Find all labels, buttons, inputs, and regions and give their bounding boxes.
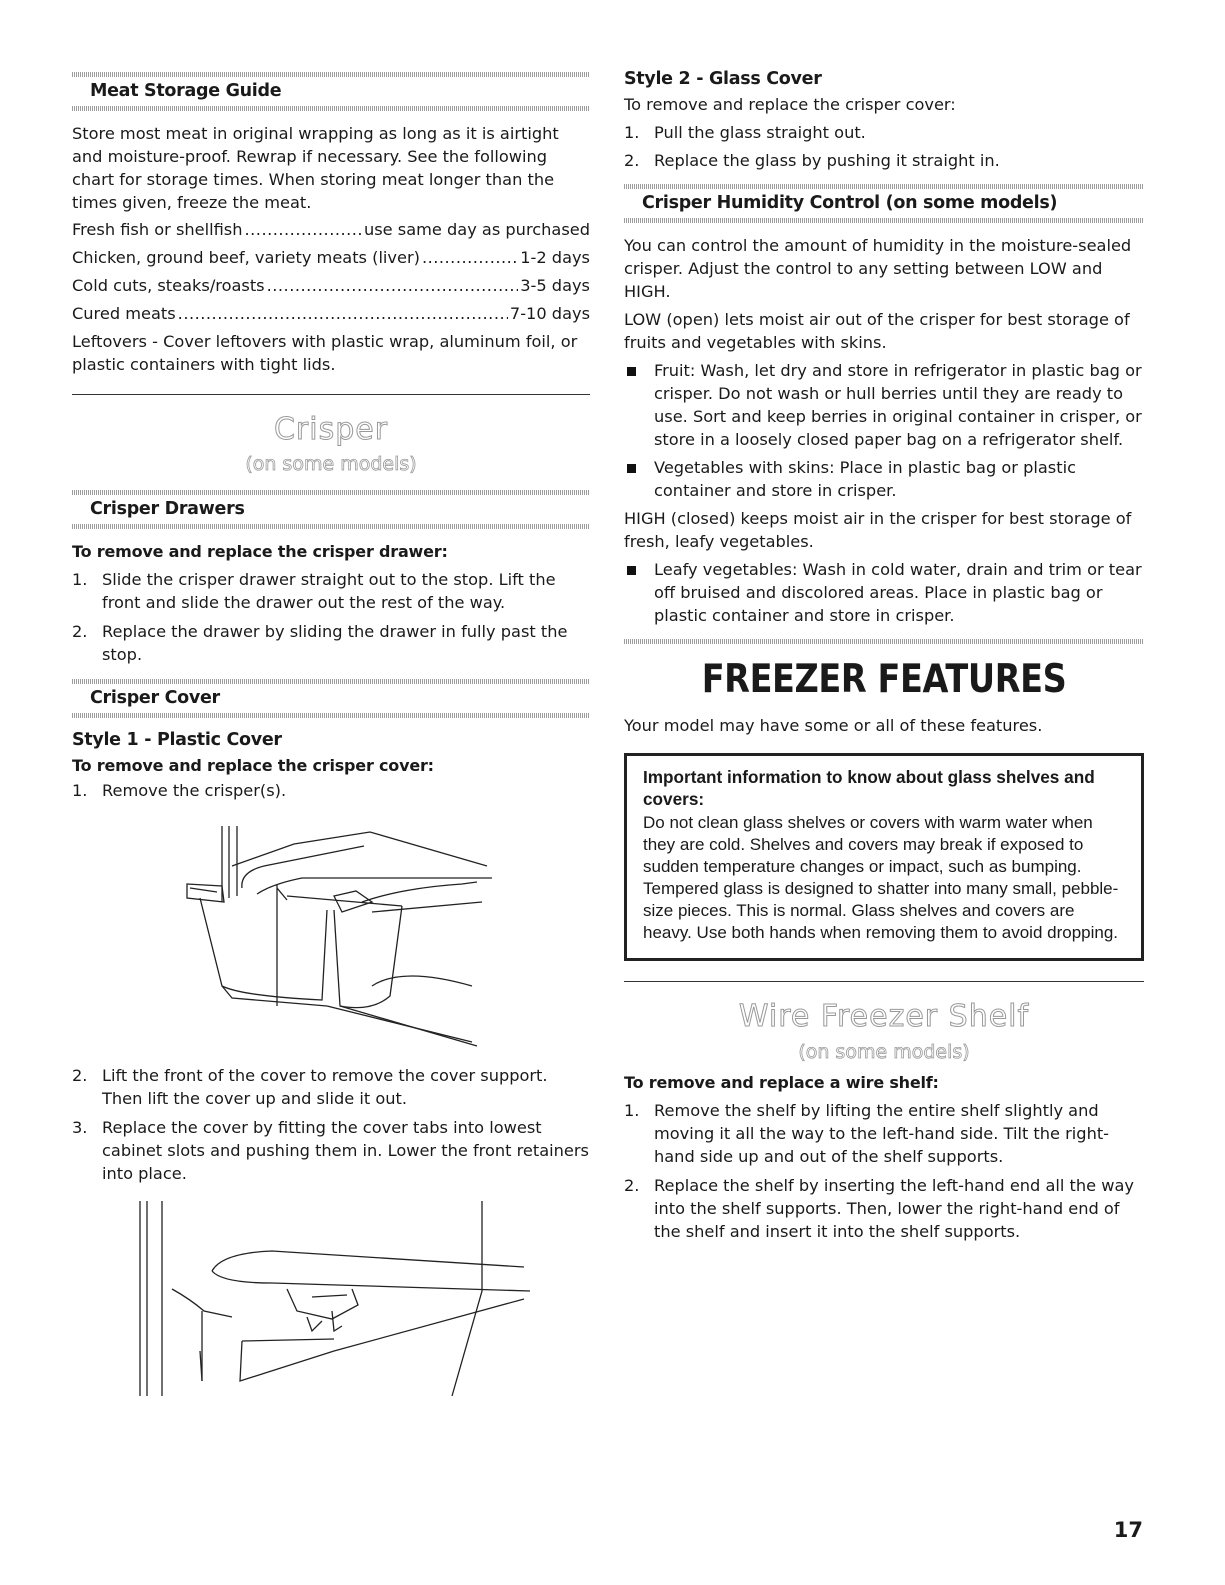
warning-title: Important information to know about glass shelves and covers: <box>643 767 1095 810</box>
step-text: Remove the crisper(s). <box>102 781 287 801</box>
step-number: 1. <box>624 1100 640 1120</box>
chart-time: use same day as purchased <box>363 219 590 239</box>
humidity-intro: You can control the amount of humidity in the moisture-sealed crisper. Adjust the control to any setting between LOW and HIGH. <box>624 235 1132 301</box>
style2-title: Style 2 - Glass Cover <box>624 69 822 89</box>
chart-row <box>72 274 590 297</box>
section-band <box>72 490 590 495</box>
high-bullets <box>624 558 1144 627</box>
low-bullets <box>624 359 1144 502</box>
step-number: 2. <box>624 150 640 170</box>
step-item <box>624 149 1144 172</box>
style1-step1 <box>72 779 590 802</box>
style2-intro: To remove and replace the crisper cover: <box>624 94 956 114</box>
crisper-drawer-instruction: To remove and replace the crisper drawer: <box>72 542 448 562</box>
section-band <box>72 524 590 529</box>
bullet-item: Vegetables with skins: Place in plastic bag or plastic container and store in crisper. <box>624 456 1144 502</box>
step-item <box>72 1064 590 1110</box>
step-item <box>72 568 590 614</box>
wire-shelf-subtitle: (on some models) <box>798 1040 970 1063</box>
step-number: 1. <box>72 781 88 801</box>
step-text: Pull the glass straight out. <box>654 122 866 142</box>
step-item <box>624 1099 1144 1168</box>
step-number: 1. <box>624 122 640 142</box>
humidity-heading: Crisper Humidity Control (on some models) <box>642 192 1058 213</box>
section-band <box>624 639 1144 644</box>
section-band <box>624 184 1144 189</box>
meat-storage-intro: Store most meat in original wrapping as long as it is airtight and moisture-proof. Rewrap if necessary. See the following chart for storage times. When storing meat longer than the times given, freeze the meat. <box>72 123 559 212</box>
crisper-subtitle: (on some models) <box>245 453 417 476</box>
glass-warning-box <box>624 753 1144 961</box>
step-number: 2. <box>72 621 88 641</box>
bullet-item: Leafy vegetables: Wash in cold water, drain and trim or tear off bruised and discolored areas. Place in plastic bag or plastic container and store in crisper. <box>624 558 1144 627</box>
humidity-low: LOW (open) lets moist air out of the crisper for best storage of fruits and vegetables with skins. <box>624 309 1130 352</box>
wire-shelf-title: Wire Freezer Shelf <box>738 999 1030 1035</box>
crisper-drawers-heading: Crisper Drawers <box>90 499 245 520</box>
storage-chart <box>72 218 590 325</box>
style1-instruction: To remove and replace the crisper cover: <box>72 755 434 775</box>
chart-row <box>72 218 590 241</box>
chart-time: 3-5 days <box>520 275 590 295</box>
section-band <box>72 72 590 77</box>
freezer-intro: Your model may have some or all of these features. <box>624 716 1043 736</box>
step-text: Replace the glass by pushing it straight in. <box>654 150 1000 170</box>
freezer-features-title: FREEZER FEATURES <box>701 656 1067 702</box>
meat-storage-heading: Meat Storage Guide <box>90 81 282 101</box>
section-band <box>624 218 1144 223</box>
warning-body: Do not clean glass shelves or covers with warm water when they are cold. Shelves and covers may break if exposed to sudden temperature changes or impact, such as bumping. Tempered glass is designed to shatter into many small, pebble-size pieces. This is normal. Glass shelves and covers are heavy. Use both hands when removing them to avoid dropping. <box>643 812 1119 943</box>
leftovers-text: Leftovers - Cover leftovers with plastic wrap, aluminum foil, or plastic containers with tight lids. <box>72 331 578 374</box>
section-band <box>72 679 590 684</box>
section-band <box>72 713 590 718</box>
crisper-cover-illustration <box>72 1191 590 1401</box>
chart-item: Cold cuts, steaks/roasts <box>72 275 265 295</box>
step-number: 2. <box>624 1175 640 1195</box>
step-number: 1. <box>72 569 88 589</box>
step-number: 3. <box>72 1118 88 1138</box>
step-item <box>72 779 590 802</box>
chart-time: 7-10 days <box>509 303 590 323</box>
style1-title: Style 1 - Plastic Cover <box>72 729 282 750</box>
style2-steps <box>624 121 1144 172</box>
step-text: Replace the shelf by inserting the left-hand end all the way into the shelf supports. Then, lower the right-hand end of the shelf and insert it into the shelf supports. <box>654 1175 1134 1241</box>
step-item <box>624 1174 1144 1243</box>
step-text: Lift the front of the cover to remove the cover support. Then lift the cover up and slide it out. <box>102 1066 548 1109</box>
style1-steps-after <box>72 1064 590 1185</box>
crisper-title: Crisper <box>273 411 389 447</box>
chart-item: Chicken, ground beef, variety meats (liver) <box>72 247 420 267</box>
step-item <box>624 121 1144 144</box>
page-number: 17 <box>1113 1518 1143 1542</box>
wire-shelf-instruction: To remove and replace a wire shelf: <box>624 1072 939 1092</box>
step-text: Replace the cover by fitting the cover tabs into lowest cabinet slots and pushing them in. Lower the front retainers into place. <box>102 1118 589 1184</box>
step-text: Replace the drawer by sliding the drawer in fully past the stop. <box>102 621 568 664</box>
wire-shelf-steps <box>624 1099 1144 1243</box>
chart-item: Fresh fish or shellfish <box>72 219 243 239</box>
step-text: Remove the shelf by lifting the entire shelf slightly and moving it all the way to the left-hand side. Tilt the right-hand side up and out of the shelf supports. <box>654 1100 1110 1166</box>
step-item <box>72 1116 590 1185</box>
chart-time: 1-2 days <box>520 247 590 267</box>
step-text: Slide the crisper drawer straight out to the stop. Lift the front and slide the drawer out the rest of the way. <box>102 569 556 612</box>
section-rule <box>72 394 590 395</box>
chart-row <box>72 302 590 325</box>
step-number: 2. <box>72 1066 88 1086</box>
bullet-item: Fruit: Wash, let dry and store in refrigerator in plastic bag or crisper. Do not wash or hull berries until they are ready to use. Sort and keep berries in original container in crisper, or store in a loosely closed paper bag on a refrigerator shelf. <box>624 359 1144 451</box>
section-rule <box>624 981 1144 982</box>
section-band <box>72 106 590 111</box>
crisper-cover-heading: Crisper Cover <box>90 687 220 708</box>
right-column <box>624 0 1144 1243</box>
left-column <box>72 0 590 1401</box>
humidity-high: HIGH (closed) keeps moist air in the crisper for best storage of fresh, leafy vegetables. <box>624 508 1132 551</box>
crisper-drawers-illustration <box>72 806 590 1056</box>
chart-row <box>72 246 590 269</box>
crisper-drawer-steps <box>72 568 590 666</box>
chart-item: Cured meats <box>72 303 176 323</box>
step-item <box>72 620 590 666</box>
